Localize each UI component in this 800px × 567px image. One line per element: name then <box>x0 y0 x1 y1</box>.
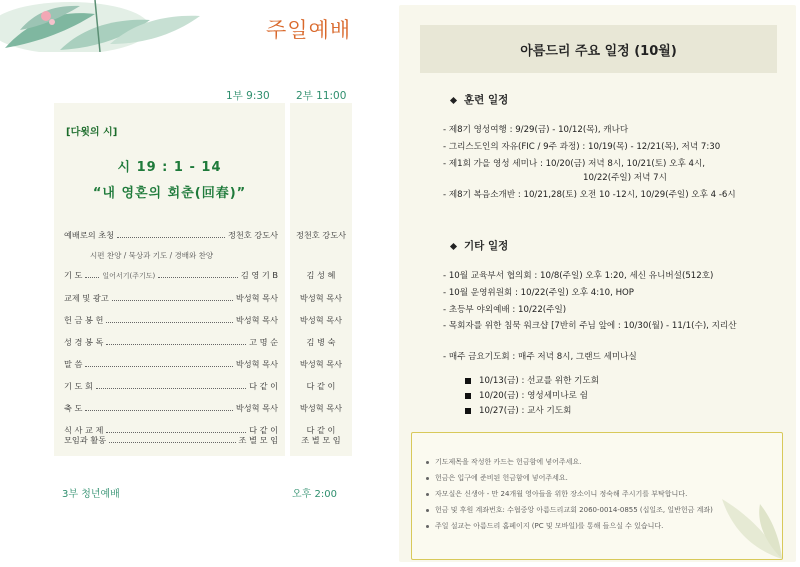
order-of-worship-card <box>54 103 285 456</box>
bulletin-right-page <box>399 5 796 562</box>
schedule-title: 아름드리 주요 일정 (10월) <box>520 44 677 59</box>
second-service-value: 박성혁 목사 <box>299 293 343 303</box>
training-item: - 그리스도인의 자유(FIC / 9주 과정) : 10/19(목) - 12/21(목), 저녁 7:30 <box>443 142 721 152</box>
notice-item: 헌금 및 후원 계좌번호: 수협중앙 아름드리교회 2060-0014-0855 (십일조, 일반헌금 계좌) <box>426 505 713 515</box>
service3-label: 3부 청년예배 <box>62 489 120 500</box>
second-service-value: 김 성 혜 <box>306 270 336 280</box>
second-service-value: 조 별 모 임 <box>301 435 341 445</box>
square-bullet-icon <box>465 393 471 399</box>
worship-row: 식 사 교 제 다 같 이 <box>64 425 278 435</box>
leaf-decoration-icon <box>0 0 220 52</box>
worship-row: 헌 금 봉 헌 박성혁 목사 <box>64 315 278 325</box>
friday-item: 10/27(금) : 교사 기도회 <box>465 404 571 416</box>
worship-row: 기 도 회 다 같 이 <box>64 381 278 391</box>
second-service-value: 박성혁 목사 <box>299 403 343 413</box>
square-bullet-icon <box>465 378 471 384</box>
schedule-banner <box>420 25 777 73</box>
worship-sub-line: 시편 찬양 / 묵상과 기도 / 경배와 찬양 <box>90 251 214 260</box>
friday-item: 10/13(금) : 선교를 위한 기도회 <box>465 374 599 386</box>
friday-prayer: - 매주 금요기도회 : 매주 저녁 8시, 그랜드 세미나실 <box>443 352 637 362</box>
worship-row: 축 도 박성혁 목사 <box>64 403 278 413</box>
training-item: - 제8기 복음소개반 : 10/21,28(토) 오전 10 -12시, 10/29(주일) 오후 4 -6시 <box>443 190 736 200</box>
scripture-reference: 시 19 : 1 - 14 <box>117 160 222 175</box>
worship-row: 말 씀 박성혁 목사 <box>64 359 278 369</box>
second-service-card <box>290 103 352 456</box>
worship-row: 예배로의 초청 정천호 강도사 <box>64 230 278 240</box>
service1-time: 1부 9:30 <box>226 90 270 102</box>
page-title: 주일예배 <box>266 18 352 42</box>
training-item: - 제1회 가을 영성 세미나 : 10/20(금) 저녁 8시, 10/21(토) 오후 4시, <box>443 159 705 169</box>
worship-row-last: 모임과 활동 조 별 모 임 <box>64 435 278 445</box>
worship-row: 교제 및 광고 박성혁 목사 <box>64 293 278 303</box>
second-service-value: 박성혁 목사 <box>299 359 343 369</box>
square-bullet-icon <box>465 408 471 414</box>
second-service-value: 정천호 강도사 <box>295 230 347 240</box>
second-service-value: 다 같 이 <box>306 425 336 435</box>
bulletin-left-page <box>0 0 370 567</box>
friday-item: 10/20(금) : 영성세미나로 쉼 <box>465 389 588 401</box>
notice-item: 헌금은 입구에 준비된 헌금함에 넣어주세요. <box>426 473 568 483</box>
notice-box <box>411 432 783 560</box>
second-service-value: 박성혁 목사 <box>299 315 343 325</box>
section-training: 훈련 일정 <box>451 92 508 107</box>
other-item: - 10월 운영위원회 : 10/22(주일) 오후 4:10, HOP <box>443 288 634 298</box>
leaf-watermark-icon <box>672 499 782 559</box>
training-item-cont: 10/22(주일) 저녁 7시 <box>583 173 667 183</box>
second-service-value: 김 병 숙 <box>306 337 336 347</box>
other-item: - 10월 교육부서 협의회 : 10/8(주일) 오후 1:20, 세신 유니버설(512호) <box>443 271 714 281</box>
notice-item: 자모실은 신생아 - 만 24개월 영아들을 위한 장소이니 정숙해 주시기를 부탁합니다. <box>426 489 687 499</box>
service3-time: 오후 2:00 <box>292 489 337 500</box>
other-item: - 목회자를 위한 침묵 워크샵 [7반히 주님 앞에 : 10/30(월) - 11/1(수), 지리산 <box>443 321 737 331</box>
section-other: 기타 일정 <box>451 238 508 253</box>
diamond-bullet-icon <box>450 96 457 103</box>
sermon-title: “내 영혼의 회춘(回春)” <box>92 186 247 201</box>
service2-time: 2부 11:00 <box>296 90 347 102</box>
second-service-value: 다 같 이 <box>306 381 336 391</box>
notice-item: 주일 설교는 아름드리 홈페이지 (PC 및 모바일)를 통해 들으실 수 있습니다. <box>426 521 663 531</box>
other-item: - 초등부 야외예배 : 10/22(주일) <box>443 305 567 315</box>
worship-row: 기 도 일어서기(주기도) 김 영 기 B <box>64 270 278 280</box>
training-item: - 제8기 영성여행 : 9/29(금) - 10/12(목), 캐나다 <box>443 125 629 135</box>
psalm-label: [다윗의 시] <box>66 127 118 138</box>
worship-row: 성 경 봉 독 고 명 순 <box>64 337 278 347</box>
diamond-bullet-icon <box>450 242 457 249</box>
notice-item: 기도제목을 작성한 카드는 헌금함에 넣어주세요. <box>426 457 581 467</box>
